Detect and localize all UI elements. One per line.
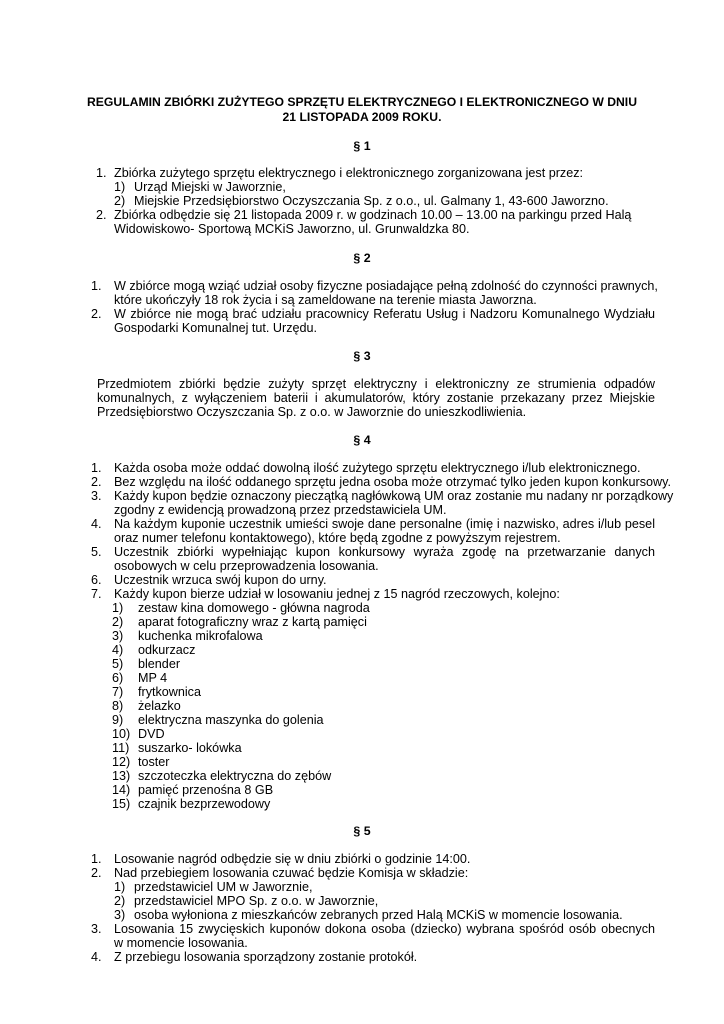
prize-item: odkurzacz	[138, 643, 196, 657]
list-item-continuation: osobowych w celu przeprowadzenia losowania.	[114, 559, 379, 573]
paragraph-line: Przedsiębiorstwo Oczyszczania Sp. z o.o. w Jaworznie do unieszkodliwienia.	[97, 405, 527, 419]
list-number: 1.	[91, 852, 102, 866]
prize-number: 13)	[112, 769, 131, 783]
sublist-number: 1)	[114, 180, 126, 194]
list-item: Każdy kupon bierze udział w losowaniu jednej z 15 nagród rzeczowych, kolejno:	[114, 587, 560, 601]
prize-item: toster	[138, 755, 170, 769]
prize-number: 10)	[112, 727, 131, 741]
list-item: Zbiórka zużytego sprzętu elektrycznego i elektronicznego zorganizowana jest przez:	[114, 166, 584, 180]
prize-item: DVD	[138, 727, 165, 741]
list-item: Uczestnik zbiórki wypełniając kupon konkursowy wyraża zgodę na przetwarzanie danych	[114, 545, 655, 559]
list-item: Losowania 15 zwycięskich kuponów dokona osoba (dziecko) wybrana spośród osób obecnych	[114, 922, 655, 936]
prize-item: frytkownica	[138, 685, 201, 699]
section-3-heading: § 3	[353, 349, 371, 363]
sublist-number: 1)	[114, 880, 126, 894]
prize-item: MP 4	[138, 671, 168, 685]
sublist-number: 3)	[114, 908, 126, 922]
section-2-heading: § 2	[353, 251, 371, 265]
list-item-continuation: w momencie losowania.	[114, 936, 248, 950]
sublist-item: przedstawiciel UM w Jaworznie,	[134, 880, 313, 894]
list-item: Z przebiegu losowania sporządzony zostanie protokół.	[114, 950, 418, 964]
prize-number: 3)	[112, 629, 124, 643]
sublist-item: osoba wyłoniona z mieszkańców zebranych przed Halą MCKiS w momencie losowania.	[134, 908, 623, 922]
list-item: W zbiórce nie mogą brać udziału pracownicy Referatu Usług i Nadzoru Komunalnego Wydziału	[114, 307, 655, 321]
prize-item: czajnik bezprzewodowy	[138, 797, 271, 811]
list-number: 2.	[91, 475, 102, 489]
list-item: W zbiórce mogą wziąć udział osoby fizyczne posiadające pełną zdolność do czynności prawnych,	[114, 279, 658, 293]
list-item-continuation: zgodny z ewidencją prowadzoną przez przedstawiciela UM.	[114, 503, 447, 517]
list-number: 3.	[91, 922, 102, 936]
prize-item: aparat fotograficzny wraz z kartą pamięci	[138, 615, 367, 629]
prize-number: 1)	[112, 601, 124, 615]
list-number: 2.	[96, 208, 107, 222]
prize-item: pamięć przenośna 8 GB	[138, 783, 274, 797]
section-5-heading: § 5	[353, 824, 371, 838]
sublist-number: 2)	[114, 194, 126, 208]
prize-item: suszarko- lokówka	[138, 741, 242, 755]
prize-item: zestaw kina domowego - główna nagroda	[138, 601, 370, 615]
list-item: Nad przebiegiem losowania czuwać będzie Komisja w składzie:	[114, 866, 469, 880]
list-number: 7.	[91, 587, 102, 601]
paragraph-line: Przedmiotem zbiórki będzie zużyty sprzęt elektryczny i elektroniczny ze strumienia odpadów	[97, 377, 655, 391]
prize-number: 2)	[112, 615, 124, 629]
title-line-1: REGULAMIN ZBIÓRKI ZUŻYTEGO SPRZĘTU ELEKTRYCZNEGO I ELEKTRONICZNEGO W DNIU	[86, 95, 637, 109]
document-title	[60, 95, 664, 125]
prize-item: kuchenka mikrofalowa	[138, 629, 263, 643]
list-number: 2.	[91, 866, 102, 880]
prize-item: elektryczna maszynka do golenia	[138, 713, 324, 727]
list-number: 4.	[91, 950, 102, 964]
prize-number: 9)	[112, 713, 124, 727]
title-line-2: 21 LISTOPADA 2009 ROKU.	[282, 110, 442, 124]
prize-item: żelazko	[138, 699, 181, 713]
list-item: Na każdym kuponie uczestnik umieści swoje dane personalne (imię i nazwisko, adres i/lub pesel	[114, 517, 655, 531]
list-item: Każdy kupon będzie oznaczony pieczątką nagłówkową UM oraz zostanie mu nadany nr porządkowy	[114, 489, 674, 503]
prize-item: blender	[138, 657, 181, 671]
sublist-item: przedstawiciel MPO Sp. z o.o. w Jaworznie,	[134, 894, 379, 908]
prize-number: 15)	[112, 797, 131, 811]
list-item: Losowanie nagród odbędzie się w dniu zbiórki o godzinie 14:00.	[114, 852, 471, 866]
list-number: 2.	[91, 307, 102, 321]
list-number: 4.	[91, 517, 102, 531]
list-number: 3.	[91, 489, 102, 503]
list-number: 1.	[91, 461, 102, 475]
list-number: 5.	[91, 545, 102, 559]
prize-number: 8)	[112, 699, 124, 713]
prize-number: 4)	[112, 643, 124, 657]
prize-number: 5)	[112, 657, 124, 671]
list-item-continuation: Widowiskowo- Sportową MCKiS Jaworzno, ul. Grunwaldzka 80.	[114, 222, 470, 236]
prize-number: 7)	[112, 685, 124, 699]
section-1-heading: § 1	[353, 139, 371, 153]
list-number: 1.	[91, 279, 102, 293]
prize-number: 12)	[112, 755, 131, 769]
list-item-continuation: Gospodarki Komunalnej tut. Urzędu.	[114, 321, 318, 335]
list-item: Uczestnik wrzuca swój kupon do urny.	[114, 573, 327, 587]
section-4-heading: § 4	[353, 433, 371, 447]
sublist-item: Miejskie Przedsiębiorstwo Oczyszczania Sp. z o.o., ul. Galmany 1, 43-600 Jaworzno.	[134, 194, 609, 208]
paragraph-line: komunalnych, z wyłączeniem baterii i akumulatorów, który zostanie przekazany przez Miejskie	[97, 391, 655, 405]
prize-number: 11)	[112, 741, 130, 755]
list-number: 6.	[91, 573, 102, 587]
prize-number: 14)	[112, 783, 131, 797]
prize-number: 6)	[112, 671, 124, 685]
sublist-item: Urząd Miejski w Jaworznie,	[134, 180, 286, 194]
list-item-continuation: oraz numer telefonu kontaktowego), które będą zgodne z powyższym rejestrem.	[114, 531, 561, 545]
list-item-continuation: które ukończyły 18 rok życia i są zameldowane na terenie miasta Jaworzna.	[114, 293, 537, 307]
prize-item: szczoteczka elektryczna do zębów	[138, 769, 332, 783]
list-item: Zbiórka odbędzie się 21 listopada 2009 r. w godzinach 10.00 – 13.00 na parkingu przed Halą	[114, 208, 632, 222]
list-number: 1.	[96, 166, 107, 180]
sublist-number: 2)	[114, 894, 126, 908]
list-item: Bez względu na ilość oddanego sprzętu jedna osoba może otrzymać tylko jeden kupon konkursowy.	[114, 475, 672, 489]
list-item: Każda osoba może oddać dowolną ilość zużytego sprzętu elektrycznego i/lub elektronicznego.	[114, 461, 641, 475]
